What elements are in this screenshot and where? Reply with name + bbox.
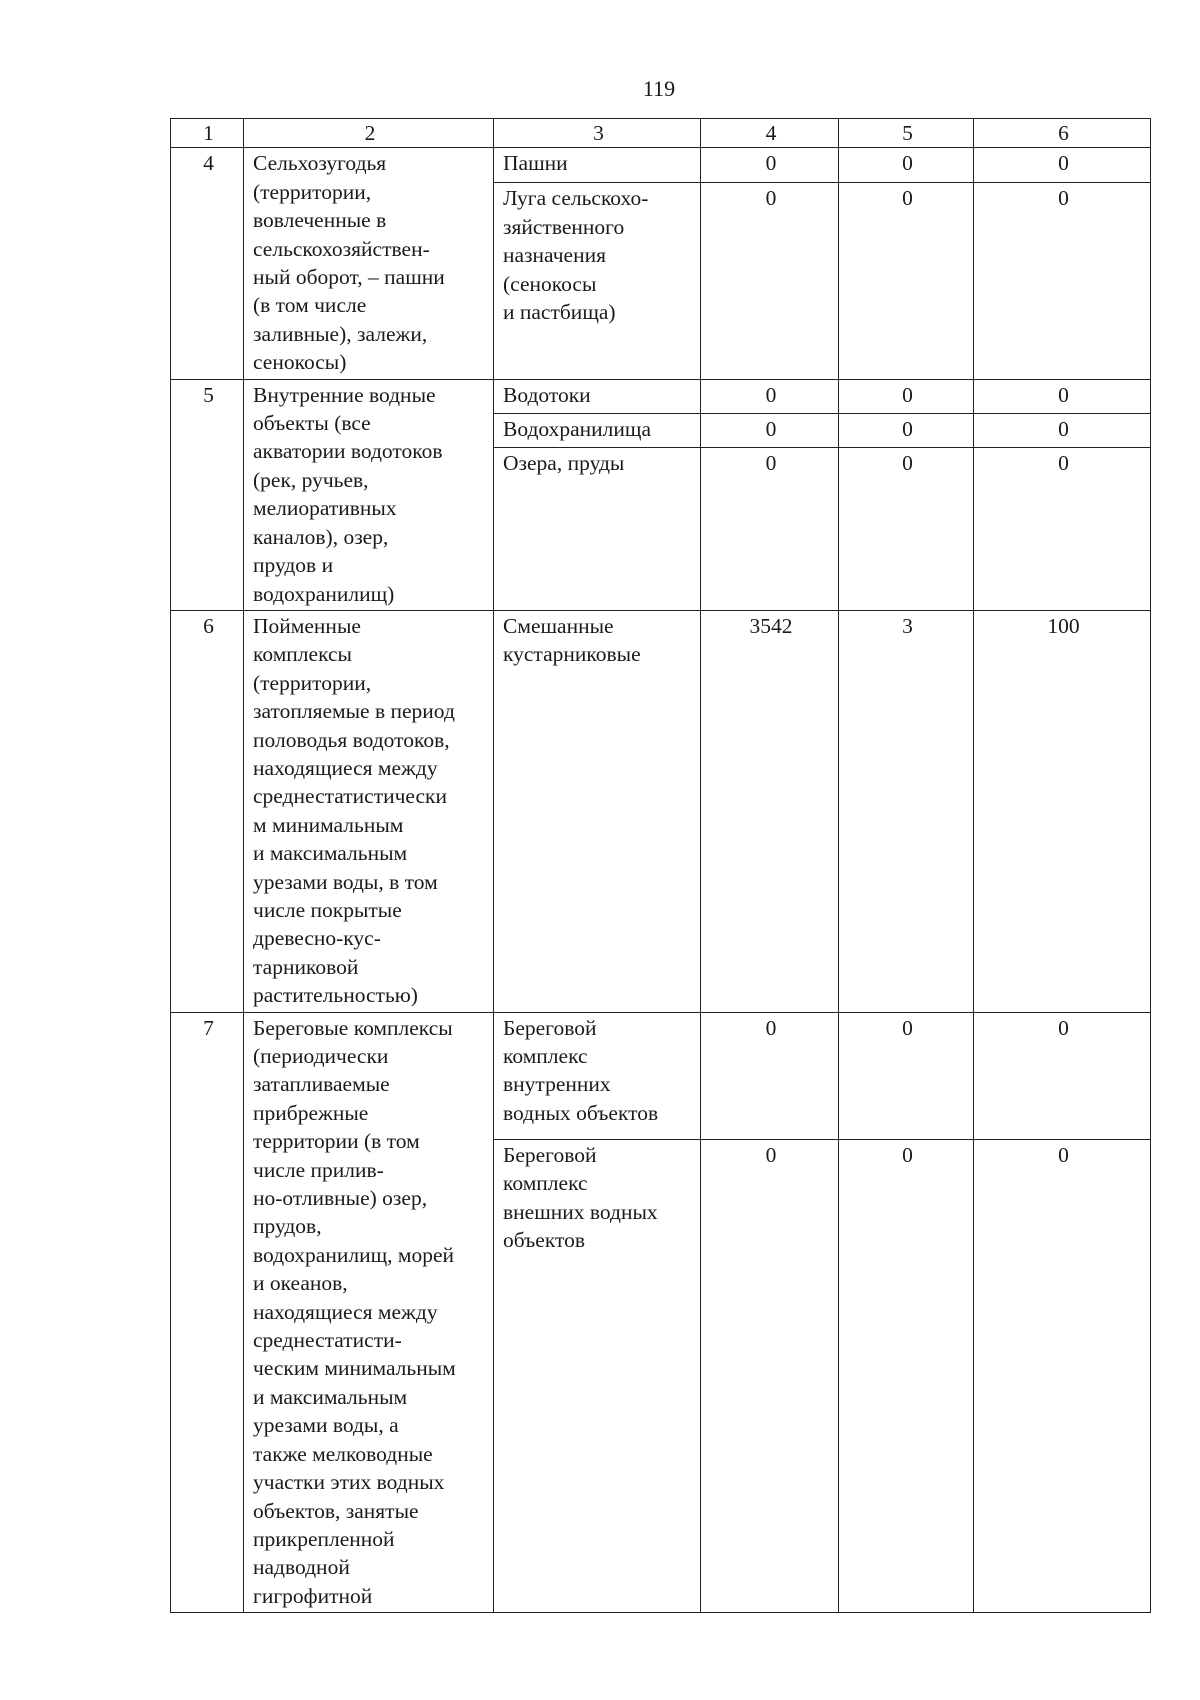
category-cell: Пойменные комплексы (территории, затопляемые в период половодья водотоков, находящиеся между среднестатистически м минимальным и максимальным урезами воды, в том числе покрытые древесно-кус- тарниковой растительностью): [244, 610, 494, 1012]
value-cell-col5: 0: [839, 1012, 974, 1139]
value-cell-col4: 0: [701, 414, 839, 448]
data-table: [170, 118, 1151, 1613]
table-row: [171, 148, 1151, 183]
value-cell-col6: 0: [974, 448, 1151, 610]
row-number: 6: [171, 610, 244, 1012]
value-cell-col6: 0: [974, 1012, 1151, 1139]
subcategory-cell: Береговой комплекс внешних водных объектов: [494, 1139, 701, 1612]
table-row: [171, 1012, 1151, 1139]
value-cell-col5: 0: [839, 448, 974, 610]
subcategory-cell: Озера, пруды: [494, 448, 701, 610]
row-number: 4: [171, 148, 244, 379]
value-cell-col6: 0: [974, 414, 1151, 448]
value-cell-col5: 0: [839, 414, 974, 448]
subcategory-cell: Береговой комплекс внутренних водных объектов: [494, 1012, 701, 1139]
table-container: [170, 118, 1150, 1613]
value-cell-col6: 0: [974, 1139, 1151, 1612]
value-cell-col5: 0: [839, 183, 974, 379]
value-cell-col6: 100: [974, 610, 1151, 1012]
value-cell-col4: 0: [701, 183, 839, 379]
subcategory-cell: Водохранилища: [494, 414, 701, 448]
value-cell-col5: 0: [839, 148, 974, 183]
column-header: 3: [494, 119, 701, 148]
table-row: [171, 610, 1151, 1012]
value-cell-col5: 3: [839, 610, 974, 1012]
value-cell-col4: 0: [701, 379, 839, 413]
row-number: 7: [171, 1012, 244, 1613]
row-number: 5: [171, 379, 244, 610]
column-header: 1: [171, 119, 244, 148]
subcategory-cell: Пашни: [494, 148, 701, 183]
value-cell-col4: 0: [701, 148, 839, 183]
column-header: 6: [974, 119, 1151, 148]
column-header: 5: [839, 119, 974, 148]
category-cell: Внутренние водные объекты (все акватории водотоков (рек, ручьев, мелиоративных каналов), озер, прудов и водохранилищ): [244, 379, 494, 610]
page-number: 119: [642, 76, 676, 101]
subcategory-cell: Смешанные кустарниковые: [494, 610, 701, 1012]
value-cell-col4: 0: [701, 1012, 839, 1139]
value-cell-col6: 0: [974, 379, 1151, 413]
category-cell: Береговые комплексы (периодически затапливаемые прибрежные территории (в том числе прилив- но-отливные) озер, прудов, водохранилищ, морей и океанов, находящиеся между среднестатисти- ческим минимальным и максимальным урезами воды, а также мелководные участки этих водных объектов, занятые прикрепленной надводной гигрофитной: [244, 1012, 494, 1613]
table-header-row: [171, 119, 1151, 148]
value-cell-col4: 0: [701, 448, 839, 610]
value-cell-col6: 0: [974, 148, 1151, 183]
category-cell: Сельхозугодья (территории, вовлеченные в сельскохозяйствен- ный оборот, – пашни (в том числе заливные), залежи, сенокосы): [244, 148, 494, 379]
value-cell-col5: 0: [839, 1139, 974, 1612]
value-cell-col6: 0: [974, 183, 1151, 379]
column-header: 4: [701, 119, 839, 148]
value-cell-col4: 0: [701, 1139, 839, 1612]
subcategory-cell: Водотоки: [494, 379, 701, 413]
value-cell-col5: 0: [839, 379, 974, 413]
value-cell-col4: 3542: [701, 610, 839, 1012]
subcategory-cell: Луга сельскохо- зяйственного назначения (сенокосы и пастбища): [494, 183, 701, 379]
table-row: [171, 379, 1151, 413]
column-header: 2: [244, 119, 494, 148]
